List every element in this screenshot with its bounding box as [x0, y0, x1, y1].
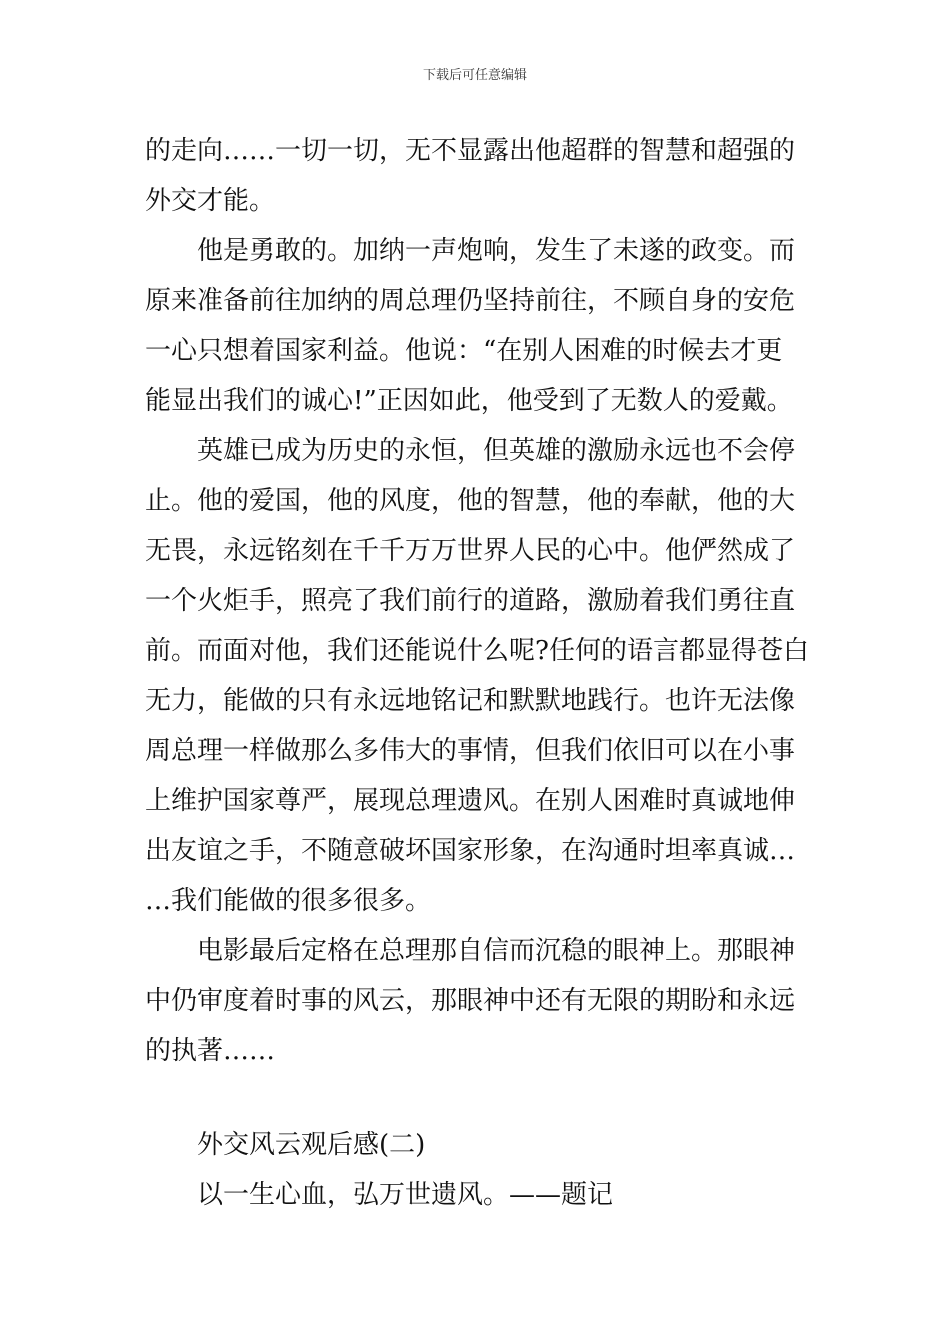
- text-line: 上维护国家尊严，展现总理遗风。在别人困难时真诚地伸: [145, 786, 796, 816]
- text-line: 的执著……: [145, 1036, 276, 1066]
- section-heading-block: [197, 1120, 817, 1220]
- text-line: 能显出我们的诚心!”正因如此，他受到了无数人的爱戴。: [145, 386, 793, 416]
- epigraph: 以一生心血，弘万世遗风。——题记: [197, 1180, 614, 1210]
- text-line: 出友谊之手，不随意破坏国家形象，在沟通时坦率真诚…: [145, 836, 796, 866]
- text-line: 他是勇敢的。加纳一声炮响，发生了未遂的政变。而: [197, 236, 796, 266]
- text-line: 原来准备前往加纳的周总理仍坚持前往，不顾自身的安危: [145, 286, 796, 316]
- text-line: 外交才能。: [145, 186, 276, 216]
- text-line: 无力，能做的只有永远地铭记和默默地践行。也许无法像: [145, 686, 796, 716]
- text-line: 中仍审度着时事的风云，那眼神中还有无限的期盼和永远: [145, 986, 796, 1016]
- body-text: [145, 126, 815, 1076]
- text-line: 一个火炬手，照亮了我们前行的道路，激励着我们勇往直: [145, 586, 796, 616]
- text-line: …我们能做的很多很多。: [145, 886, 432, 916]
- section-title: 外交风云观后感(二): [197, 1130, 426, 1160]
- text-line: 一心只想着国家利益。他说：“在别人困难的时候去才更: [145, 336, 783, 366]
- text-line: 前。而面对他，我们还能说什么呢?任何的语言都显得苍白: [145, 636, 809, 666]
- page-header: 下载后可任意编辑: [422, 68, 527, 83]
- text-line: 周总理一样做那么多伟大的事情，但我们依旧可以在小事: [145, 736, 796, 766]
- text-line: 止。他的爱国，他的风度，他的智慧，他的奉献，他的大: [145, 486, 796, 516]
- text-line: 电影最后定格在总理那自信而沉稳的眼神上。那眼神: [197, 936, 796, 966]
- text-line: 英雄已成为历史的永恒，但英雄的激励永远也不会停: [197, 436, 796, 466]
- text-line: 无畏，永远铭刻在千千万万世界人民的心中。他俨然成了: [145, 536, 796, 566]
- text-line: 的走向……一切一切，无不显露出他超群的智慧和超强的: [145, 136, 796, 166]
